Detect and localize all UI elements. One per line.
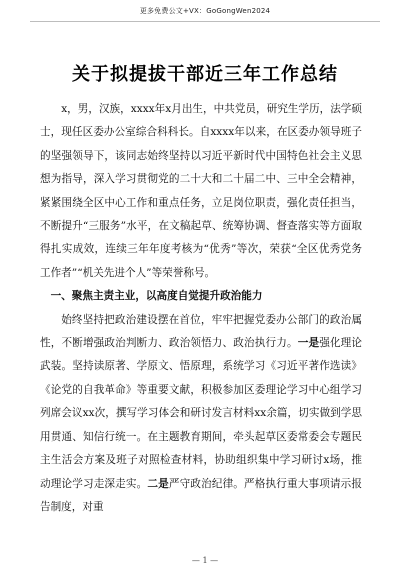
document-body: [40, 98, 362, 519]
point-two-marker: 二是: [147, 477, 169, 490]
header-promo-text: 更多免费公文+VX：GoGongWen2024: [139, 6, 271, 15]
point-two-text: 严守政治纪律。严格执行重大事项请示报告制度，对重: [40, 477, 363, 513]
header-divider: [30, 21, 380, 22]
page-number: — 1 —: [191, 556, 219, 565]
section1-lead-text: 始终坚持把政治建设摆在首位，牢牢把握党委办公部门的政治属性，不断增强政治判断力、政治领悟力、政治执行力。: [40, 313, 362, 350]
point-one-marker: 一是: [297, 337, 320, 350]
section-heading-1: 一、聚焦主责主业，以高度自觉提升政治能力: [50, 290, 263, 303]
document-title: 关于拟提拔干部近三年工作总结: [72, 64, 338, 85]
section1-paragraph: [40, 309, 362, 520]
page-header: [0, 0, 410, 21]
point-one-text: 强化理论武装。坚持读原著、学原文、悟原理，系统学习《习近平著作选读》《论党的自我革命》等重要文献，积极参加区委理论学习中心组学习列席会议xx次，撰写学习体会和研讨发言材料xx余篇，切实做到学思用贯通、知信行统一。在主题教育期间，牵头起草区委常委会专题民主生活会方案及班子对照检查材料，协助组织集中学习研讨x场，推动理论学习走深走实。: [40, 337, 363, 490]
intro-paragraph: x，男，汉族，xxxx年x月出生，中共党员，研究生学历，法学硕士，现任区委办公室综合科科长。自xxxx年以来，在区委办领导班子的坚强领导下，该同志始终坚持以习近平新时代中国特色社会主义思想为指导，深入学习贯彻党的二十大和二十届二中、三中全会精神，紧紧围绕全区中心工作和重点任务，立足岗位职责，强化责任担当，不断提升“三服务”水平，在文稿起草、统筹协调、督查落实等方面取得扎实成效，连续三年年度考核为“优秀”等次，荣获“全区优秀党务工作者”“机关先进个人”等荣誉称号。: [40, 103, 362, 279]
